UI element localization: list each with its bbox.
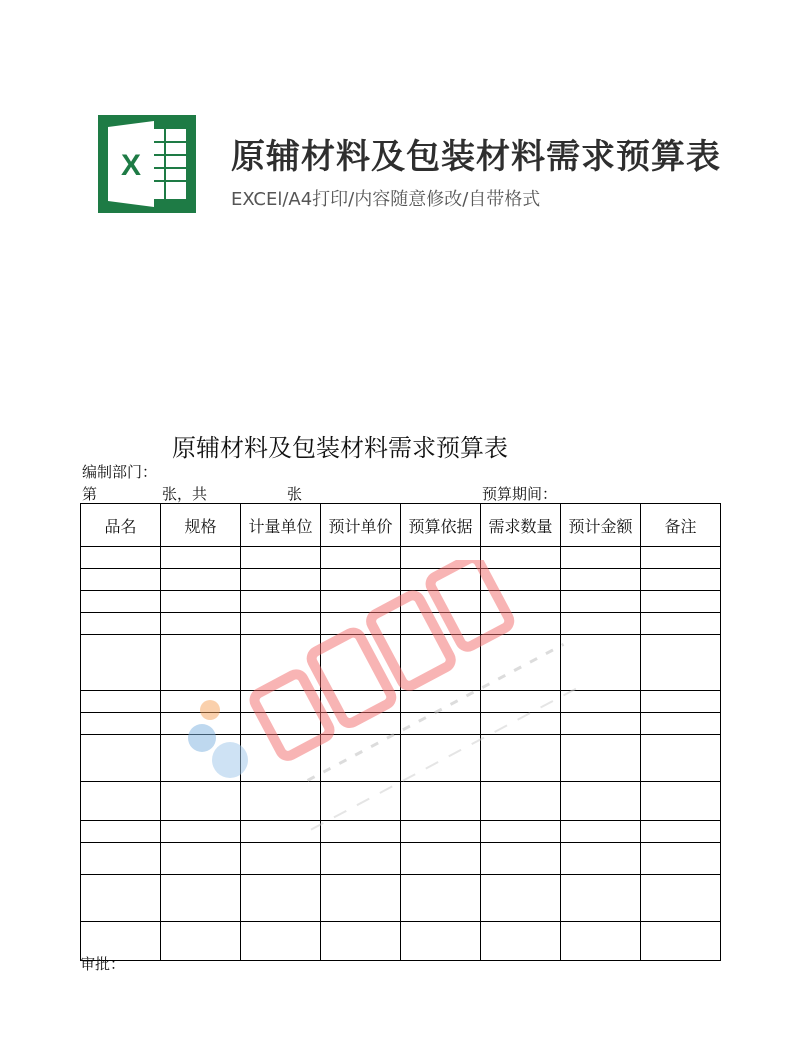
approval-label: 审批： (80, 955, 126, 973)
table-cell[interactable] (641, 713, 721, 735)
table-cell[interactable] (641, 613, 721, 635)
table-row (81, 691, 721, 713)
table-cell[interactable] (241, 922, 321, 961)
table-cell[interactable] (241, 613, 321, 635)
table-row (81, 922, 721, 961)
table-cell[interactable] (561, 613, 641, 635)
table-cell[interactable] (401, 547, 481, 569)
table-cell[interactable] (641, 569, 721, 591)
table-cell[interactable] (241, 591, 321, 613)
column-header: 预算依据 (401, 504, 481, 547)
table-row (81, 735, 721, 782)
dept-label: 编制部门： (82, 463, 158, 481)
table-cell[interactable] (161, 735, 241, 782)
table-cell[interactable] (641, 922, 721, 961)
table-cell[interactable] (481, 821, 561, 843)
table-cell[interactable] (481, 591, 561, 613)
table-cell[interactable] (241, 735, 321, 782)
table-cell[interactable] (481, 735, 561, 782)
table-cell[interactable] (321, 613, 401, 635)
table-row (81, 591, 721, 613)
table-cell[interactable] (401, 843, 481, 875)
table-cell[interactable] (321, 591, 401, 613)
table-cell[interactable] (81, 782, 161, 821)
table-cell[interactable] (161, 691, 241, 713)
table-cell[interactable] (641, 547, 721, 569)
column-header: 需求数量 (481, 504, 561, 547)
table-cell[interactable] (401, 591, 481, 613)
table-cell[interactable] (401, 782, 481, 821)
table-cell[interactable] (641, 735, 721, 782)
table-cell[interactable] (561, 782, 641, 821)
table-cell[interactable] (481, 782, 561, 821)
table-cell[interactable] (161, 843, 241, 875)
table-cell[interactable] (641, 591, 721, 613)
table-row (81, 713, 721, 735)
table-cell[interactable] (561, 821, 641, 843)
table-cell[interactable] (561, 591, 641, 613)
table-row (81, 613, 721, 635)
table-cell[interactable] (561, 735, 641, 782)
table-cell[interactable] (481, 843, 561, 875)
table-cell[interactable] (401, 922, 481, 961)
table-cell[interactable] (641, 782, 721, 821)
table-row (81, 547, 721, 569)
table-cell[interactable] (481, 635, 561, 691)
svg-text:X: X (120, 149, 142, 182)
column-header: 品名 (81, 504, 161, 547)
table-cell[interactable] (321, 547, 401, 569)
page-title: 原辅材料及包装材料需求预算表 (231, 137, 721, 177)
table-cell[interactable] (561, 843, 641, 875)
table-cell[interactable] (81, 713, 161, 735)
column-header: 备注 (641, 504, 721, 547)
table-cell[interactable] (641, 875, 721, 922)
column-header: 计量单位 (241, 504, 321, 547)
table-cell[interactable] (241, 875, 321, 922)
table-cell[interactable] (161, 821, 241, 843)
table-cell[interactable] (81, 613, 161, 635)
table-cell[interactable] (561, 635, 641, 691)
table-cell[interactable] (241, 821, 321, 843)
table-row (81, 635, 721, 691)
table-cell[interactable] (401, 821, 481, 843)
table-cell[interactable] (241, 569, 321, 591)
table-cell[interactable] (401, 691, 481, 713)
table-cell[interactable] (561, 875, 641, 922)
table-cell[interactable] (161, 635, 241, 691)
period-label: 预算期间： (482, 485, 558, 503)
table-cell[interactable] (241, 782, 321, 821)
table-cell[interactable] (641, 691, 721, 713)
table-cell[interactable] (161, 782, 241, 821)
column-header: 规格 (161, 504, 241, 547)
document-header (98, 115, 738, 215)
table-cell[interactable] (81, 821, 161, 843)
table-cell[interactable] (481, 922, 561, 961)
page-first-label: 第 (82, 485, 98, 503)
table-cell[interactable] (161, 713, 241, 735)
table-cell[interactable] (481, 713, 561, 735)
table-cell[interactable] (161, 569, 241, 591)
table-cell[interactable] (321, 782, 401, 821)
table-cell[interactable] (561, 922, 641, 961)
table-cell[interactable] (321, 691, 401, 713)
sheet-title: 原辅材料及包装材料需求预算表 (172, 434, 508, 462)
table-cell[interactable] (641, 821, 721, 843)
table-cell[interactable] (161, 547, 241, 569)
page-total-label: 张 (287, 485, 303, 503)
table-cell[interactable] (321, 821, 401, 843)
table-cell[interactable] (401, 635, 481, 691)
excel-logo-icon (98, 115, 196, 213)
table-cell[interactable] (481, 691, 561, 713)
column-header: 预计金额 (561, 504, 641, 547)
table-header-row (81, 504, 721, 547)
table-row (81, 569, 721, 591)
table-cell[interactable] (81, 635, 161, 691)
table-cell[interactable] (321, 713, 401, 735)
table-cell[interactable] (81, 569, 161, 591)
table-cell[interactable] (641, 635, 721, 691)
table-cell[interactable] (81, 843, 161, 875)
table-cell[interactable] (161, 922, 241, 961)
table-cell[interactable] (241, 713, 321, 735)
page-count-label: 张，共 (162, 485, 208, 503)
page-subtitle: EXCEl/A4打印/内容随意修改/自带格式 (231, 189, 541, 210)
table-cell[interactable] (401, 875, 481, 922)
table-cell[interactable] (561, 691, 641, 713)
table-cell[interactable] (241, 691, 321, 713)
table-cell[interactable] (481, 875, 561, 922)
table-cell[interactable] (81, 547, 161, 569)
table-cell[interactable] (321, 875, 401, 922)
table-cell[interactable] (81, 691, 161, 713)
table-cell[interactable] (241, 843, 321, 875)
table-cell[interactable] (321, 843, 401, 875)
table-cell[interactable] (161, 591, 241, 613)
table-cell[interactable] (481, 547, 561, 569)
table-row (81, 875, 721, 922)
table-cell[interactable] (561, 713, 641, 735)
table-cell[interactable] (241, 635, 321, 691)
table-row (81, 821, 721, 843)
table-cell[interactable] (161, 613, 241, 635)
table-cell[interactable] (401, 713, 481, 735)
table-cell[interactable] (321, 569, 401, 591)
table-cell[interactable] (81, 875, 161, 922)
table-row (81, 843, 721, 875)
table-cell[interactable] (81, 591, 161, 613)
table-cell[interactable] (401, 735, 481, 782)
table-row (81, 782, 721, 821)
table-cell[interactable] (401, 569, 481, 591)
table-cell[interactable] (81, 735, 161, 782)
table-cell[interactable] (481, 613, 561, 635)
column-header: 预计单价 (321, 504, 401, 547)
table-cell[interactable] (321, 635, 401, 691)
table-cell[interactable] (641, 843, 721, 875)
table-cell[interactable] (481, 569, 561, 591)
table-cell[interactable] (321, 922, 401, 961)
budget-table (80, 503, 721, 961)
table-cell[interactable] (561, 569, 641, 591)
table-cell[interactable] (321, 735, 401, 782)
table-cell[interactable] (241, 547, 321, 569)
table-cell[interactable] (401, 613, 481, 635)
table-cell[interactable] (561, 547, 641, 569)
table-cell[interactable] (161, 875, 241, 922)
